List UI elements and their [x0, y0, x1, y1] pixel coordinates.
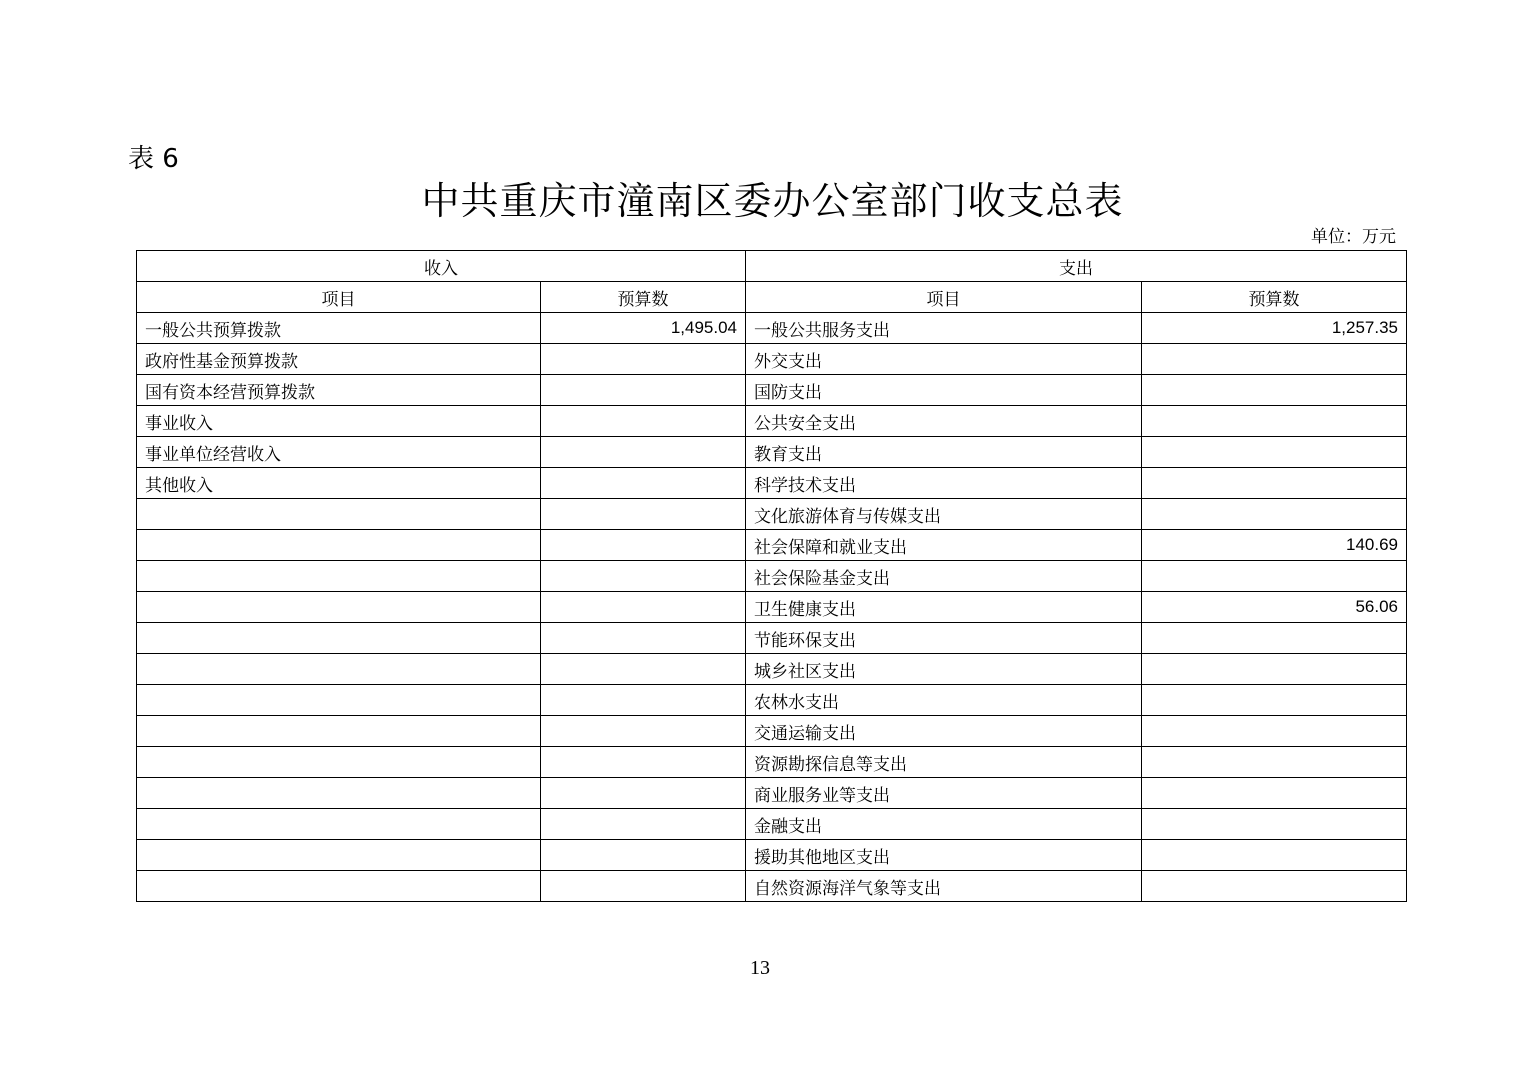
expense-amount-cell	[1142, 654, 1407, 685]
table-row	[137, 871, 1407, 902]
table-row	[137, 437, 1407, 468]
expense-item-cell: 国防支出	[746, 375, 1142, 406]
expense-item-cell: 教育支出	[746, 437, 1142, 468]
table-row	[137, 654, 1407, 685]
expense-item-cell: 金融支出	[746, 809, 1142, 840]
income-item-cell	[137, 871, 541, 902]
expense-amount-cell: 140.69	[1142, 530, 1407, 561]
income-amount-cell	[541, 809, 746, 840]
income-amount-cell	[541, 654, 746, 685]
income-item-cell	[137, 561, 541, 592]
expense-item-cell: 商业服务业等支出	[746, 778, 1142, 809]
expense-item-cell: 农林水支出	[746, 685, 1142, 716]
expense-item-cell: 外交支出	[746, 344, 1142, 375]
income-item-cell: 国有资本经营预算拨款	[137, 375, 541, 406]
expense-amount-cell: 1,257.35	[1142, 313, 1407, 344]
income-amount-cell	[541, 375, 746, 406]
income-amount-cell	[541, 747, 746, 778]
table-row	[137, 747, 1407, 778]
expense-item-cell: 节能环保支出	[746, 623, 1142, 654]
expense-amount-cell	[1142, 871, 1407, 902]
income-amount-cell	[541, 685, 746, 716]
section-header-row	[137, 251, 1407, 282]
income-amount-cell	[541, 592, 746, 623]
table-label: 表 6	[128, 144, 179, 174]
income-amount-cell	[541, 871, 746, 902]
income-budget-header: 预算数	[541, 282, 746, 313]
table-row	[137, 840, 1407, 871]
income-amount-cell	[541, 840, 746, 871]
table-row	[137, 468, 1407, 499]
budget-table	[136, 250, 1407, 902]
expense-amount-cell	[1142, 809, 1407, 840]
income-amount-cell	[541, 468, 746, 499]
income-amount-cell	[541, 716, 746, 747]
table-row	[137, 375, 1407, 406]
income-amount-cell	[541, 778, 746, 809]
column-header-row	[137, 282, 1407, 313]
income-amount-cell	[541, 530, 746, 561]
expense-item-cell: 科学技术支出	[746, 468, 1142, 499]
expense-item-cell: 社会保险基金支出	[746, 561, 1142, 592]
income-item-cell	[137, 840, 541, 871]
expense-amount-cell	[1142, 375, 1407, 406]
table-row	[137, 685, 1407, 716]
income-item-cell	[137, 778, 541, 809]
table-row	[137, 406, 1407, 437]
income-item-cell	[137, 747, 541, 778]
income-item-cell: 事业单位经营收入	[137, 437, 541, 468]
expense-item-header: 项目	[746, 282, 1142, 313]
income-amount-cell: 1,495.04	[541, 313, 746, 344]
income-item-cell	[137, 499, 541, 530]
expense-item-cell: 卫生健康支出	[746, 592, 1142, 623]
expense-amount-cell	[1142, 685, 1407, 716]
income-amount-cell	[541, 499, 746, 530]
income-amount-cell	[541, 437, 746, 468]
income-item-cell	[137, 530, 541, 561]
table-row	[137, 499, 1407, 530]
expense-item-cell: 资源勘探信息等支出	[746, 747, 1142, 778]
table-row	[137, 313, 1407, 344]
income-item-cell	[137, 592, 541, 623]
expense-item-cell: 文化旅游体育与传媒支出	[746, 499, 1142, 530]
expense-item-cell: 一般公共服务支出	[746, 313, 1142, 344]
page-title: 中共重庆市潼南区委办公室部门收支总表	[421, 179, 1124, 223]
table-row	[137, 530, 1407, 561]
income-amount-cell	[541, 623, 746, 654]
page-number: 13	[750, 957, 770, 979]
income-item-cell	[137, 809, 541, 840]
expense-item-cell: 自然资源海洋气象等支出	[746, 871, 1142, 902]
income-amount-cell	[541, 344, 746, 375]
table-row	[137, 344, 1407, 375]
expense-item-cell: 援助其他地区支出	[746, 840, 1142, 871]
unit-label: 单位：万元	[1311, 227, 1396, 247]
expense-item-cell: 交通运输支出	[746, 716, 1142, 747]
income-section-header: 收入	[137, 251, 746, 282]
table-row	[137, 623, 1407, 654]
expense-item-cell: 公共安全支出	[746, 406, 1142, 437]
expense-amount-cell: 56.06	[1142, 592, 1407, 623]
table-row	[137, 809, 1407, 840]
income-item-cell: 事业收入	[137, 406, 541, 437]
expense-amount-cell	[1142, 499, 1407, 530]
income-item-cell: 政府性基金预算拨款	[137, 344, 541, 375]
expense-amount-cell	[1142, 840, 1407, 871]
table-body	[137, 313, 1407, 902]
expense-amount-cell	[1142, 406, 1407, 437]
expense-amount-cell	[1142, 561, 1407, 592]
expense-amount-cell	[1142, 437, 1407, 468]
table-row	[137, 716, 1407, 747]
expense-amount-cell	[1142, 468, 1407, 499]
expense-amount-cell	[1142, 747, 1407, 778]
income-amount-cell	[541, 561, 746, 592]
table-row	[137, 778, 1407, 809]
income-item-cell	[137, 654, 541, 685]
table-row	[137, 592, 1407, 623]
expense-section-header: 支出	[746, 251, 1407, 282]
expense-item-cell: 城乡社区支出	[746, 654, 1142, 685]
income-item-cell: 其他收入	[137, 468, 541, 499]
expense-item-cell: 社会保障和就业支出	[746, 530, 1142, 561]
income-item-cell	[137, 623, 541, 654]
table-row	[137, 561, 1407, 592]
expense-amount-cell	[1142, 623, 1407, 654]
expense-budget-header: 预算数	[1142, 282, 1407, 313]
income-item-cell	[137, 716, 541, 747]
income-item-cell	[137, 685, 541, 716]
income-amount-cell	[541, 406, 746, 437]
expense-amount-cell	[1142, 778, 1407, 809]
expense-amount-cell	[1142, 716, 1407, 747]
expense-amount-cell	[1142, 344, 1407, 375]
income-item-header: 项目	[137, 282, 541, 313]
income-item-cell: 一般公共预算拨款	[137, 313, 541, 344]
